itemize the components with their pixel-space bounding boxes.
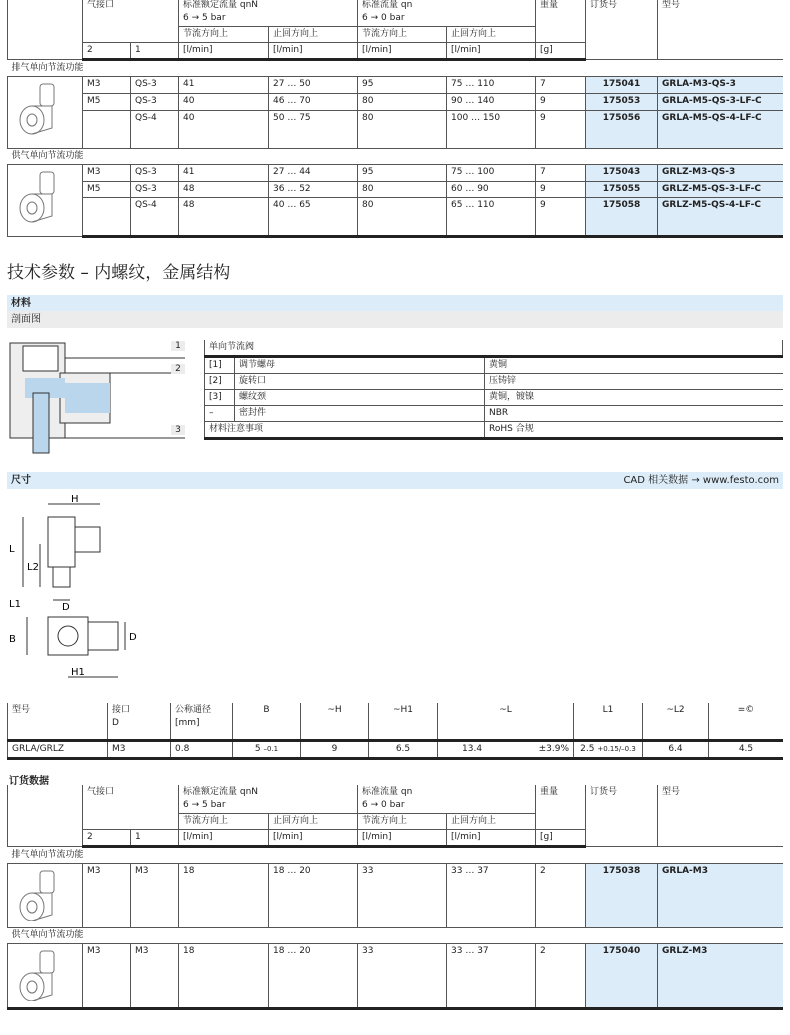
header-port-label: 气接口: [87, 787, 115, 797]
dim-label-h: H: [71, 494, 79, 505]
qnN-throttle: 18: [179, 944, 269, 1009]
header-flow-rated: [179, 0, 358, 27]
header-condition: 6 → 0 bar: [362, 800, 405, 810]
qnN-check: 27 … 44: [269, 165, 358, 182]
dim-l-value: 13.4: [462, 744, 483, 754]
dimensions-table: [7, 703, 783, 760]
dimensions-title: [7, 472, 783, 489]
dim-l1-value: 2.5: [580, 744, 595, 754]
port-2: [83, 110, 131, 148]
section-label: 供气单向节流功能: [8, 149, 784, 165]
qn-check: 60 … 90: [447, 181, 536, 198]
table-row: [8, 93, 784, 110]
port-1: M3: [131, 864, 179, 928]
qn-throttle: 80: [358, 181, 447, 198]
dim-header-label: 型号: [12, 705, 31, 715]
qnN-throttle: 48: [179, 181, 269, 198]
weight: 9: [536, 110, 586, 148]
material-value: 压铸锌: [485, 374, 783, 390]
sectional-view-diagram: [5, 338, 190, 463]
header-unit: [l/min]: [179, 43, 269, 60]
header-port-label: 气接口: [87, 0, 115, 10]
section-label: 排气单向节流功能: [8, 60, 784, 77]
type-code: GRLZ-M3: [658, 944, 783, 1009]
table2: [7, 785, 783, 1010]
qn-throttle: 33: [358, 864, 447, 928]
materials-title: 材料: [7, 295, 783, 312]
port-1: QS-3: [131, 77, 179, 94]
header-unit: [l/min]: [269, 830, 358, 847]
dim-port: M3: [108, 741, 171, 759]
product-image: [8, 165, 83, 237]
dim-header-label: L1: [602, 705, 614, 715]
dim-h: 9: [301, 741, 369, 759]
dim-header-label: ~L: [499, 705, 512, 715]
dim-l: [438, 741, 574, 759]
fitting-image-icon: [12, 166, 78, 230]
dim-h1: 6.5: [369, 741, 438, 759]
dim-header-sub: [mm]: [175, 718, 200, 728]
header-label: 型号: [662, 787, 681, 797]
port-2: M5: [83, 181, 131, 198]
header-label: 重量: [540, 787, 559, 797]
qn-throttle: 80: [358, 110, 447, 148]
header-direction: 止回方向上: [447, 27, 536, 43]
note-label: 材料注意事项: [205, 422, 485, 439]
header-direction: 止回方向上: [447, 814, 536, 830]
dim-label-d2: D: [129, 632, 137, 643]
fitting-image-icon: [12, 865, 78, 921]
section-label: 排气单向节流功能: [8, 847, 784, 864]
header-label: 重量: [540, 0, 559, 10]
dim-label-l1: L1: [9, 599, 21, 610]
order-number: 175043: [586, 165, 658, 182]
material-value: 黄铜: [485, 357, 783, 374]
type-code: GRLZ-M5-QS-4-LF-C: [658, 198, 783, 237]
port-2: M5: [83, 93, 131, 110]
qn-check: 75 … 110: [447, 77, 536, 94]
dim-b: [233, 741, 301, 759]
material-part: 旋转口: [235, 374, 485, 390]
dim-header-label: 接口: [112, 705, 131, 715]
weight: 7: [536, 165, 586, 182]
header-flow-std: [358, 0, 536, 27]
header-image-blank: [8, 785, 83, 847]
header-condition: 6 → 0 bar: [362, 13, 405, 23]
header-direction: 节流方向上: [179, 814, 269, 830]
dimension-drawing: [5, 492, 145, 692]
material-index: [3]: [205, 390, 235, 406]
qnN-check: 18 … 20: [269, 944, 358, 1009]
order-number: 175053: [586, 93, 658, 110]
dim-header-label: =©: [737, 705, 755, 715]
header-image-blank: [8, 0, 83, 60]
header-order-no: [586, 785, 658, 847]
weight: 7: [536, 77, 586, 94]
header-label: 标准流量 qn: [362, 0, 413, 10]
dim-l-tol: ±3.9%: [538, 744, 569, 754]
type-code: GRLA-M3: [658, 864, 783, 928]
material-row: [205, 406, 783, 422]
port-1: QS-3: [131, 165, 179, 182]
materials-table-title: 单向节流阀: [205, 340, 783, 357]
product-image: [8, 864, 83, 928]
weight: 9: [536, 93, 586, 110]
header-direction: 止回方向上: [269, 814, 358, 830]
qn-throttle: 33: [358, 944, 447, 1009]
dim-header: [709, 703, 784, 741]
table-row: [8, 110, 784, 148]
dim-l1: [574, 741, 643, 759]
qn-throttle: 95: [358, 77, 447, 94]
header-weight: [536, 785, 586, 830]
order-number: 175055: [586, 181, 658, 198]
qnN-throttle: 41: [179, 77, 269, 94]
dim-header: [369, 703, 438, 741]
materials-table: [204, 340, 783, 440]
dim-header: [574, 703, 643, 741]
header-direction: 止回方向上: [269, 27, 358, 43]
material-row: [205, 390, 783, 406]
dim-label-l: L: [9, 544, 15, 555]
header-unit: 1: [131, 830, 179, 847]
qn-throttle: 80: [358, 198, 447, 237]
callout-1: 1: [171, 341, 185, 351]
header-label: 型号: [662, 0, 681, 10]
type-code: GRLZ-M5-QS-3-LF-C: [658, 181, 783, 198]
table-row: [8, 198, 784, 237]
dim-header: [108, 703, 171, 741]
type-code: GRLA-M5-QS-3-LF-C: [658, 93, 783, 110]
header-direction: 节流方向上: [358, 27, 447, 43]
cad-label: CAD 相关数据 →: [623, 475, 700, 486]
dim-label-h1: H1: [71, 667, 85, 678]
header-unit: 2: [83, 43, 131, 60]
weight: 9: [536, 198, 586, 237]
header-unit: [l/min]: [269, 43, 358, 60]
table-row: [8, 165, 784, 182]
material-row: [205, 357, 783, 374]
order-number: 175040: [586, 944, 658, 1009]
section-title: 技术参数 – 内螺纹，金属结构: [7, 263, 231, 283]
qn-check: 65 … 110: [447, 198, 536, 237]
header-label: 标准流量 qn: [362, 787, 413, 797]
qnN-check: 50 … 75: [269, 110, 358, 148]
header-type: [658, 0, 783, 60]
qnN-throttle: 41: [179, 165, 269, 182]
header-unit: 2: [83, 830, 131, 847]
type-code: GRLZ-M3-QS-3: [658, 165, 783, 182]
header-condition: 6 → 5 bar: [183, 13, 226, 23]
material-index: –: [205, 406, 235, 422]
header-label: 订货号: [590, 0, 618, 10]
header-weight: [536, 0, 586, 43]
port-2: M3: [83, 165, 131, 182]
qn-throttle: 80: [358, 93, 447, 110]
type-code: GRLA-M3-QS-3: [658, 77, 783, 94]
table-row: [8, 864, 784, 928]
type-code: GRLA-M5-QS-4-LF-C: [658, 110, 783, 148]
port-1: QS-3: [131, 181, 179, 198]
callout-2: 2: [171, 364, 185, 374]
note-value: RoHS 合规: [485, 422, 783, 439]
port-1: QS-4: [131, 110, 179, 148]
header-port: [83, 785, 179, 830]
dim-header: [301, 703, 369, 741]
cad-link[interactable]: www.festo.com: [702, 475, 779, 486]
header-unit: [l/min]: [447, 43, 536, 60]
material-value: NBR: [485, 406, 783, 422]
dimensions-title-text: 尺寸: [11, 475, 31, 486]
callout-3: 3: [171, 425, 185, 435]
dim-label-l2: L2: [27, 562, 39, 573]
order-number: 175038: [586, 864, 658, 928]
dim-header-label: ~L2: [666, 705, 685, 715]
qn-check: 75 … 100: [447, 165, 536, 182]
port-2: M3: [83, 944, 131, 1009]
fitting-image-icon: [12, 945, 78, 1001]
port-2: M3: [83, 77, 131, 94]
order-title: 订货数据: [9, 776, 49, 787]
material-part: 调节螺母: [235, 357, 485, 374]
qnN-check: 36 … 52: [269, 181, 358, 198]
header-unit: [g]: [536, 830, 586, 847]
material-index: [2]: [205, 374, 235, 390]
header-direction: 节流方向上: [179, 27, 269, 43]
header-unit: [g]: [536, 43, 586, 60]
dim-header: [438, 703, 574, 741]
dim-header: [171, 703, 233, 741]
dim-header: [233, 703, 301, 741]
port-2: M3: [83, 864, 131, 928]
qnN-throttle: 40: [179, 110, 269, 148]
qn-throttle: 95: [358, 165, 447, 182]
dim-header: [8, 703, 108, 741]
dimensions-row: [8, 741, 784, 759]
qnN-check: 27 … 50: [269, 77, 358, 94]
header-condition: 6 → 5 bar: [183, 800, 226, 810]
port-2: [83, 198, 131, 237]
weight: 2: [536, 864, 586, 928]
order-number: 175058: [586, 198, 658, 237]
table1: [7, 0, 783, 238]
material-index: [1]: [205, 357, 235, 374]
port-1: QS-3: [131, 93, 179, 110]
dim-header-label: ~H1: [392, 705, 414, 715]
header-direction: 节流方向上: [358, 814, 447, 830]
weight: 9: [536, 181, 586, 198]
dim-header: [643, 703, 709, 741]
header-flow-rated: [179, 785, 358, 814]
qn-check: 33 … 37: [447, 944, 536, 1009]
material-row: [205, 374, 783, 390]
header-flow-std: [358, 785, 536, 814]
qn-check: 100 … 150: [447, 110, 536, 148]
table-row: [8, 944, 784, 1009]
dim-l1-tol: +0.15/–0.3: [597, 745, 636, 753]
qnN-throttle: 40: [179, 93, 269, 110]
dim-header-label: ~H: [327, 705, 342, 715]
dim-header-label: B: [263, 705, 270, 715]
header-label: 标准额定流量 qnN: [183, 0, 259, 10]
dim-label-b: B: [9, 634, 16, 645]
table-row: [8, 181, 784, 198]
dim-b-tol: –0.1: [263, 745, 279, 753]
fitting-image-icon: [12, 78, 78, 142]
material-part: 密封件: [235, 406, 485, 422]
dim-b-value: 5: [254, 744, 261, 754]
material-value: 黄铜，镀镍: [485, 390, 783, 406]
product-image: [8, 944, 83, 1009]
materials-subtitle: 剖面图: [7, 311, 783, 328]
qn-check: 90 … 140: [447, 93, 536, 110]
header-label: 标准额定流量 qnN: [183, 787, 259, 797]
qnN-throttle: 18: [179, 864, 269, 928]
header-label: 订货号: [590, 787, 618, 797]
product-image: [8, 77, 83, 149]
header-unit: 1: [131, 43, 179, 60]
weight: 2: [536, 944, 586, 1009]
qnN-check: 46 … 70: [269, 93, 358, 110]
header-unit: [l/min]: [358, 830, 447, 847]
dim-header-sub: D: [112, 718, 119, 728]
header-port: [83, 0, 179, 43]
header-unit: [l/min]: [447, 830, 536, 847]
qnN-throttle: 48: [179, 198, 269, 237]
port-1: M3: [131, 944, 179, 1009]
qnN-check: 18 … 20: [269, 864, 358, 928]
header-unit: [l/min]: [179, 830, 269, 847]
dim-l2: 6.4: [643, 741, 709, 759]
order-number: 175041: [586, 77, 658, 94]
dim-label-d: D: [62, 602, 70, 613]
header-type: [658, 785, 783, 847]
section-label: 供气单向节流功能: [8, 928, 784, 944]
table-row: [8, 77, 784, 94]
order-number: 175056: [586, 110, 658, 148]
dim-wrench: 4.5: [709, 741, 784, 759]
dim-nominal: 0.8: [171, 741, 233, 759]
dim-header-label: 公称通径: [175, 705, 212, 715]
port-1: QS-4: [131, 198, 179, 237]
dim-type: GRLA/GRLZ: [8, 741, 108, 759]
material-part: 螺纹颈: [235, 390, 485, 406]
header-unit: [l/min]: [358, 43, 447, 60]
header-order-no: [586, 0, 658, 60]
qn-check: 33 … 37: [447, 864, 536, 928]
qnN-check: 40 … 65: [269, 198, 358, 237]
